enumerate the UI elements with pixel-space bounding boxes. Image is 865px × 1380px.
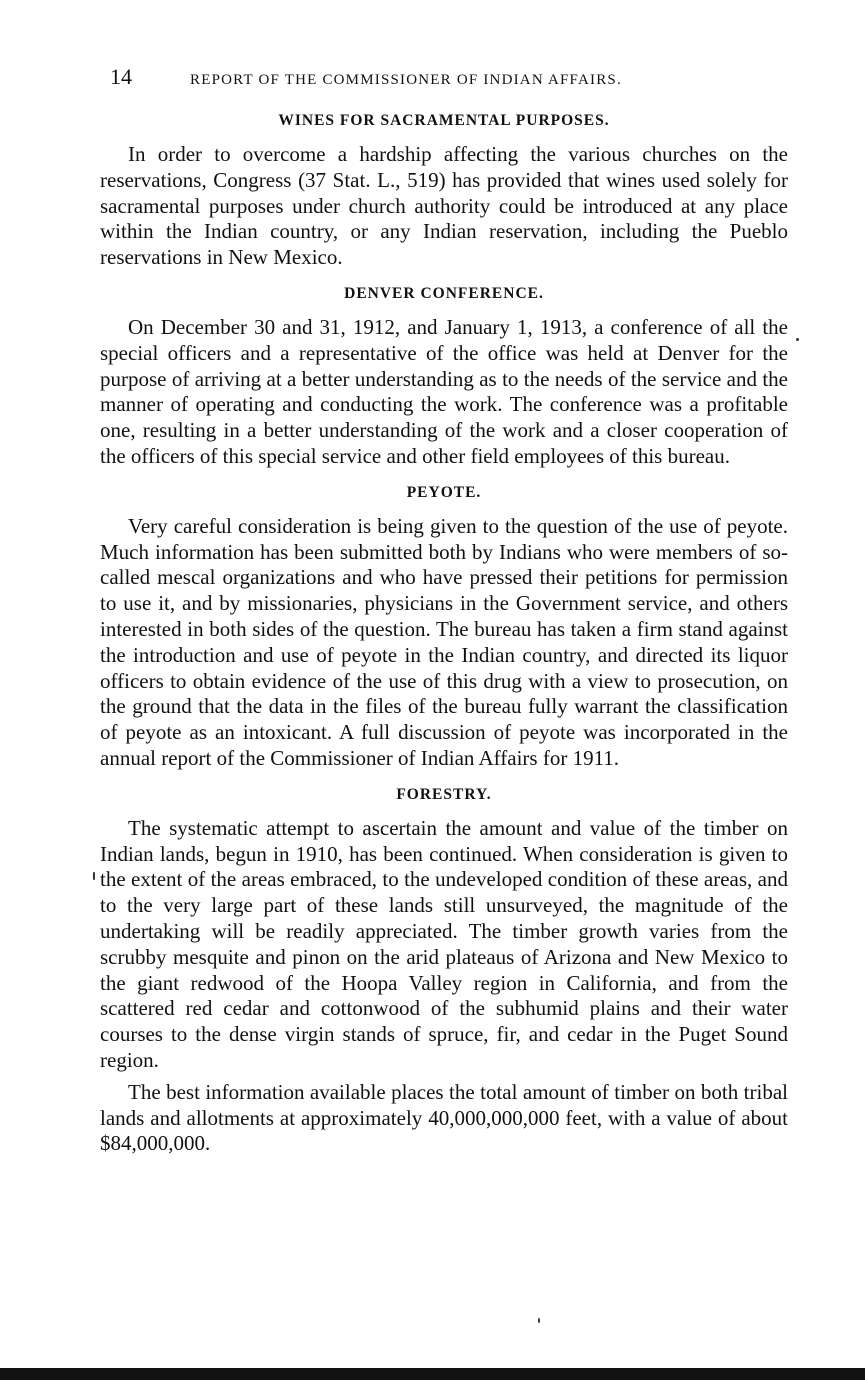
scan-speck [796, 338, 799, 341]
section-title-denver-conference: DENVER CONFERENCE. [344, 284, 544, 302]
section-title-forestry: FORESTRY. [396, 785, 492, 803]
paragraph-forestry-2: The best information available places the total amount of timber on both tribal lands and allotments at approximately 40,000,000,000 feet, with a value of about $84,000,000. [100, 1079, 788, 1156]
scan-speck [538, 1318, 540, 1323]
running-head: REPORT OF THE COMMISSIONER OF INDIAN AFFAIRS. [190, 72, 622, 88]
page-header [110, 64, 790, 94]
section-title-peyote: PEYOTE. [406, 483, 482, 501]
section-forestry [100, 786, 788, 1157]
paragraph-forestry-1: The systematic attempt to ascertain the amount and value of the timber on Indian lands, begun in 1910, has been continued. When consideration is given to the extent of the areas embraced, to the undeveloped condition of these areas, and to the very large part of these lands still unsurveyed, the magnitude of the undertaking will be readily appreciated. The timber growth varies from the scrubby mesquite and pinon on the arid plateaus of Arizona and New Mexico to the giant redwood of the Hoopa Valley region in California, and from the scattered red cedar and cottonwood of the subhumid plains and their water courses to the dense virgin stands of spruce, fir, and cedar in the Puget Sound region. [100, 815, 788, 1072]
section-wines [100, 112, 788, 271]
section-denver-conference [100, 285, 788, 470]
page-number: 14 [110, 64, 132, 89]
scan-speck [93, 872, 95, 880]
page-body [100, 112, 788, 1171]
paragraph-peyote: Very careful consideration is being given to the question of the use of peyote. Much information has been submitted both by Indians who were members of so-called mescal organizations and who have pressed their petitions for permission to use it, and by missionaries, physicians in the Government service, and others interested in both sides of the question. The bureau has taken a firm stand against the introduction and use of peyote in the Indian country, and directed its liquor officers to obtain evidence of the use of this drug with a view to prosecution, on the ground that the data in the files of the bureau fully warrant the classification of peyote as an intoxicant. A full discussion of peyote was incorporated in the annual report of the Commissioner of Indian Affairs for 1911. [100, 513, 788, 770]
section-peyote [100, 484, 788, 772]
section-title-wines: WINES FOR SACRAMENTAL PURPOSES. [278, 112, 610, 129]
scan-bottom-edge [0, 1368, 865, 1380]
paragraph-denver-conference: On December 30 and 31, 1912, and January 1, 1913, a conference of all the special officers and a representative of the office was held at Denver for the purpose of arriving at a better understanding as to the needs of the service and the manner of operating and conducting the work. The conference was a profitable one, resulting in a better understanding of the work and a closer cooperation of the officers of this special service and other field employees of this bureau. [100, 314, 788, 468]
paragraph-wines: In order to overcome a hardship affecting the various churches on the reservations, Congress (37 Stat. L., 519) has provided that wines used solely for sacramental purposes under church authority could be introduced at any place within the Indian country, or any Indian reservation, including the Pueblo reservations in New Mexico. [100, 142, 788, 270]
